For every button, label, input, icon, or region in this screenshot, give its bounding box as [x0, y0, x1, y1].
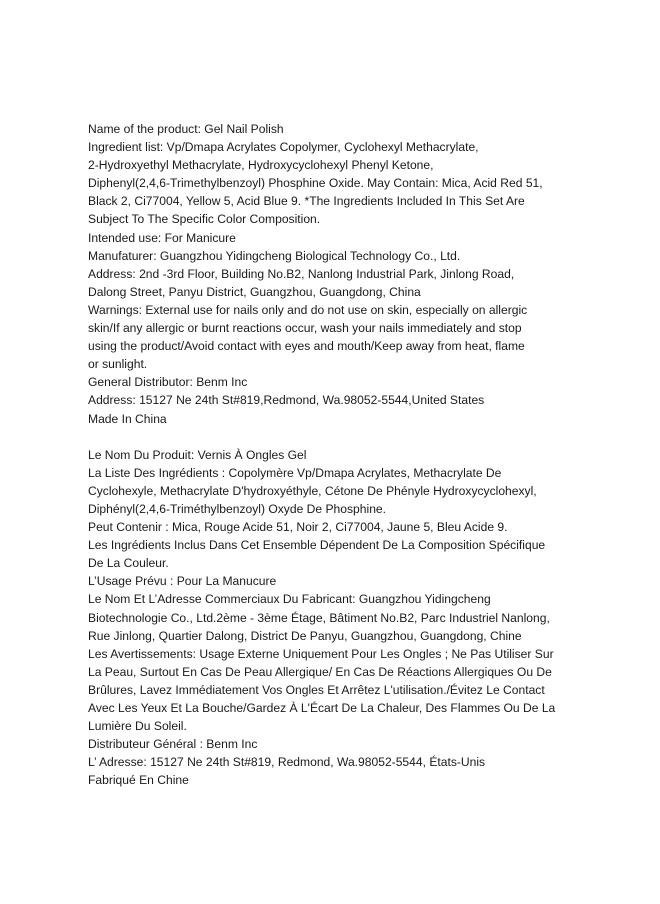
french-section — [88, 446, 568, 790]
address-line: Address: 2nd -3rd Floor, Building No.B2, Nanlong Industrial Park, Jinlong Road, — [88, 266, 515, 281]
ingredient-line: La Liste Des Ingrédients : Copolymère Vp/Dmapa Acrylates, Methacrylate De — [88, 465, 502, 480]
manufacturer-line: Le Nom Et L’Adresse Commerciaux Du Fabricant: Guangzhou Yidingcheng — [88, 592, 491, 607]
may-contain-line: Peut Contenir : Mica, Rouge Acide 51, Noir 2, Ci77004, Jaune 5, Bleu Acide 9. — [88, 520, 508, 535]
composition-note-line: De La Couleur. — [88, 556, 169, 571]
ingredient-line: 2-Hydroxyethyl Methacrylate, Hydroxycyclohexyl Phenyl Ketone, — [88, 158, 434, 173]
distributor-line: Distributeur Général : Benm Inc — [88, 737, 258, 752]
intended-use-line: Intended use: For Manicure — [88, 230, 236, 245]
ingredient-line: Subject To The Specific Color Composition. — [88, 212, 321, 227]
product-name-line: Le Nom Du Produit: Vernis À Ongles Gel — [88, 447, 307, 462]
warnings-line: La Peau, Surtout En Cas De Peau Allergique/ En Cas De Réactions Allergiques Ou De — [88, 664, 552, 679]
manufacturer-line: Manufaturer: Guangzhou Yidingcheng Biological Technology Co., Ltd. — [88, 248, 461, 263]
warnings-line: Lumière Du Soleil. — [88, 719, 187, 734]
warnings-line: skin/If any allergic or burnt reactions occur, wash your nails immediately and stop — [88, 321, 522, 336]
manufacturer-line: Rue Jinlong, Quartier Dalong, District De Panyu, Guangzhou, Guangdong, Chine — [88, 628, 522, 643]
warnings-line: Warnings: External use for nails only and do not use on skin, especially on allergic — [88, 302, 528, 317]
origin-line: Fabriqué En Chine — [88, 773, 189, 788]
manufacturer-line: Biotechnologie Co., Ltd.2ème - 3ème Étage, Bâtiment No.B2, Parc Industriel Nanlong, — [88, 610, 550, 625]
ingredient-line: Cyclohexyle, Methacrylate D'hydroxyéthyle, Cétone De Phényle Hydroxycyclohexyl, — [88, 483, 537, 498]
product-name-line: Name of the product: Gel Nail Polish — [88, 122, 284, 136]
distributor-address-line: Address: 15127 Ne 24th St#819,Redmond, Wa.98052-5544,United States — [88, 393, 485, 408]
ingredient-line: Ingredient list: Vp/Dmapa Acrylates Copolymer, Cyclohexyl Methacrylate, — [88, 140, 479, 155]
label-document — [88, 120, 568, 789]
ingredient-line: Black 2, Ci77004, Yellow 5, Acid Blue 9. *The Ingredients Included In This Set Are — [88, 194, 525, 209]
ingredient-line: Diphényl(2,4,6-Triméthylbenzoyl) Oxyde De Phosphine. — [88, 501, 387, 516]
english-section — [88, 120, 568, 428]
ingredient-line: Diphenyl(2,4,6-Trimethylbenzoyl) Phosphine Oxide. May Contain: Mica, Acid Red 51, — [88, 176, 543, 191]
warnings-line: or sunlight. — [88, 357, 148, 372]
section-spacer — [88, 428, 568, 446]
address-line: Dalong Street, Panyu District, Guangzhou, Guangdong, China — [88, 284, 421, 299]
warnings-line: Brûlures, Lavez Immédiatement Vos Ongles Et Arrêtez L'utilisation./Évitez Le Contact — [88, 682, 545, 697]
warnings-line: Les Avertissements: Usage Externe Uniquement Pour Les Ongles ; Ne Pas Utiliser Sur — [88, 646, 554, 661]
origin-line: Made In China — [88, 411, 167, 426]
distributor-address-line: L’ Adresse: 15127 Ne 24th St#819, Redmond, Wa.98052-5544, États-Unis — [88, 755, 486, 770]
warnings-line: Avec Les Yeux Et La Bouche/Gardez À L'Écart De La Chaleur, Des Flammes Ou De La — [88, 701, 556, 715]
distributor-line: General Distributor: Benm Inc — [88, 375, 248, 390]
warnings-line: using the product/Avoid contact with eyes and mouth/Keep away from heat, flame — [88, 339, 525, 354]
composition-note-line: Les Ingrédients Inclus Dans Cet Ensemble Dépendent De La Composition Spécifique — [88, 538, 546, 553]
intended-use-line: L’Usage Prévu : Pour La Manucure — [88, 574, 277, 589]
